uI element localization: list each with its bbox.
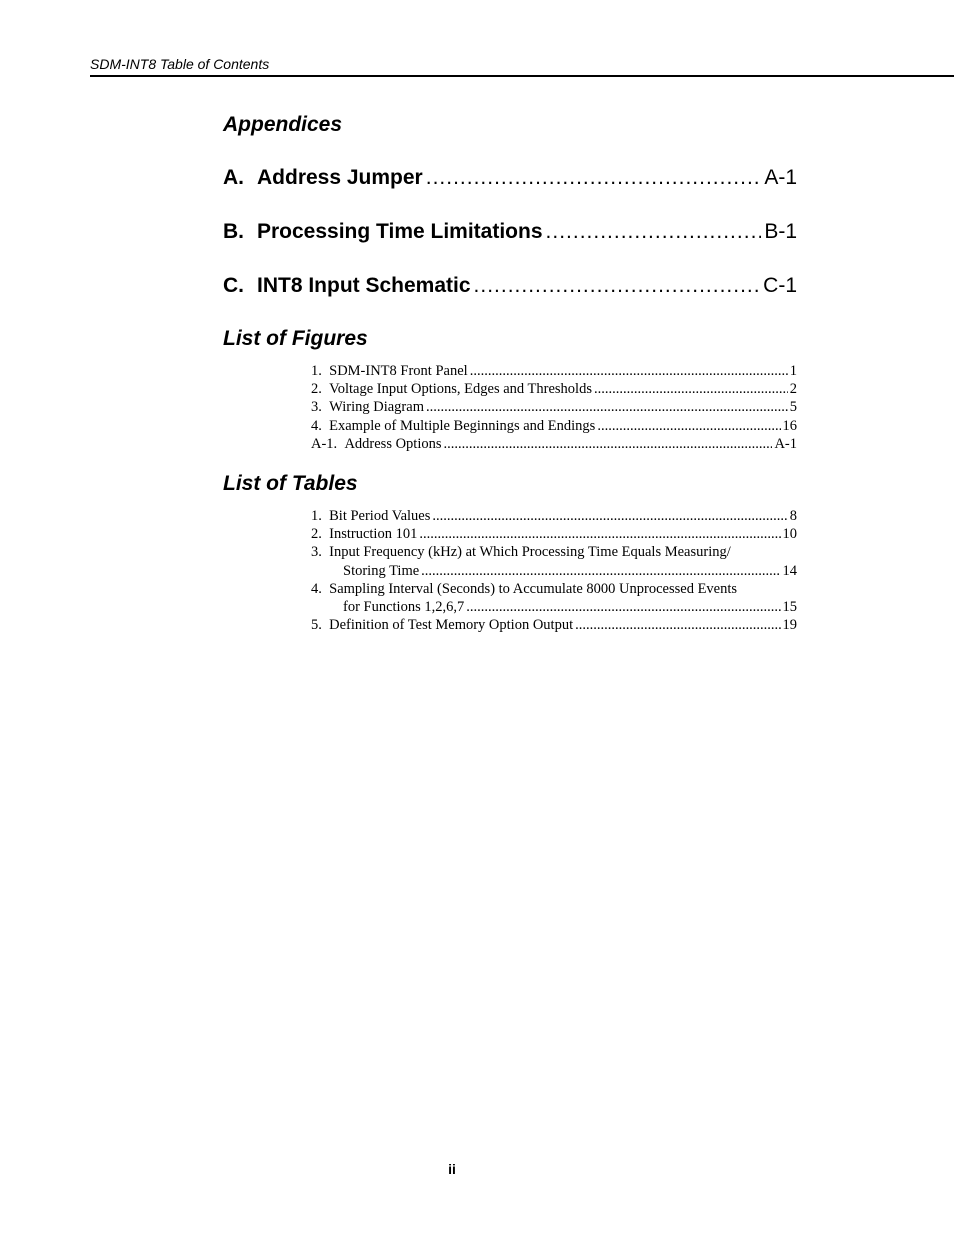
- item-title: Instruction 101: [329, 526, 418, 543]
- item-page: A-1: [774, 435, 797, 452]
- dot-leader: [426, 398, 788, 416]
- dot-leader: [419, 525, 780, 543]
- item-page: 19: [782, 617, 797, 634]
- dot-leader: [594, 380, 788, 398]
- item-title: Voltage Input Options, Edges and Thresholds: [329, 381, 592, 398]
- page-number: ii: [448, 1161, 456, 1177]
- figure-item-2[interactable]: [311, 380, 797, 398]
- item-page: 16: [782, 417, 797, 434]
- dot-leader: [474, 274, 761, 298]
- dot-leader: [466, 598, 780, 616]
- header-title: SDM-INT8 Table of Contents: [90, 56, 270, 72]
- item-number: 2.: [311, 381, 322, 398]
- appendix-letter: A.: [223, 166, 244, 189]
- figures-list: [311, 362, 797, 453]
- item-page: 8: [789, 508, 797, 524]
- appendix-letter: C.: [223, 274, 244, 297]
- figure-item-4[interactable]: [311, 417, 797, 435]
- item-page: 14: [782, 562, 797, 579]
- dot-leader: [597, 417, 780, 435]
- table-item-2[interactable]: [311, 525, 797, 543]
- appendix-entry-a[interactable]: [223, 166, 797, 190]
- tables-list: [311, 507, 797, 634]
- dot-leader: [426, 166, 762, 190]
- dot-leader: [470, 362, 788, 380]
- item-page: 5: [789, 399, 797, 416]
- appendices-heading: Appendices: [223, 113, 343, 136]
- appendix-page: A-1: [764, 166, 797, 189]
- dot-leader: [546, 220, 762, 244]
- item-number: A-1.: [311, 435, 338, 452]
- item-number: 1.: [311, 508, 322, 524]
- appendix-page: B-1: [764, 220, 797, 243]
- dot-leader: [432, 507, 787, 525]
- item-number: 4.: [311, 580, 322, 597]
- table-item-1[interactable]: [311, 507, 797, 525]
- item-page: 2: [789, 381, 797, 398]
- item-title: Sampling Interval (Seconds) to Accumulate 8000 Unprocessed Events: [329, 580, 738, 597]
- figures-heading: List of Figures: [223, 327, 368, 350]
- item-number: 1.: [311, 363, 322, 379]
- item-number: 2.: [311, 526, 322, 543]
- figure-item-a1[interactable]: [311, 435, 797, 453]
- item-number: 5.: [311, 617, 322, 634]
- item-number: 3.: [311, 399, 322, 416]
- appendix-page: C-1: [763, 274, 797, 297]
- appendix-title: INT8 Input Schematic: [257, 274, 471, 297]
- item-number: 4.: [311, 417, 322, 434]
- item-title: Address Options: [344, 435, 442, 452]
- table-item-3[interactable]: [311, 543, 797, 579]
- dot-leader: [421, 562, 780, 580]
- figure-item-1[interactable]: [311, 362, 797, 380]
- appendix-title: Address Jumper: [257, 166, 423, 189]
- appendix-entry-b[interactable]: [223, 220, 797, 244]
- item-page: 1: [789, 363, 797, 379]
- appendix-entry-c[interactable]: [223, 274, 797, 298]
- dot-leader: [575, 616, 780, 634]
- appendix-title: Processing Time Limitations: [257, 220, 543, 243]
- item-number: 3.: [311, 544, 322, 561]
- item-title: Input Frequency (kHz) at Which Processing Time Equals Measuring/: [329, 544, 731, 561]
- item-title-continued: for Functions 1,2,6,7: [343, 599, 465, 616]
- item-page: 10: [782, 526, 797, 543]
- table-item-4[interactable]: [311, 580, 797, 616]
- item-title-continued: Storing Time: [343, 562, 420, 579]
- item-title: Example of Multiple Beginnings and Endings: [329, 417, 596, 434]
- figure-item-3[interactable]: [311, 398, 797, 416]
- item-title: Definition of Test Memory Option Output: [329, 617, 574, 634]
- item-title: Wiring Diagram: [329, 399, 424, 416]
- tables-heading: List of Tables: [223, 472, 358, 495]
- item-title: Bit Period Values: [329, 508, 431, 524]
- dot-leader: [444, 435, 773, 453]
- running-header: [90, 56, 954, 77]
- item-page: 15: [782, 599, 797, 616]
- item-title: SDM-INT8 Front Panel: [329, 363, 468, 379]
- table-item-5[interactable]: [311, 616, 797, 634]
- appendix-letter: B.: [223, 220, 244, 243]
